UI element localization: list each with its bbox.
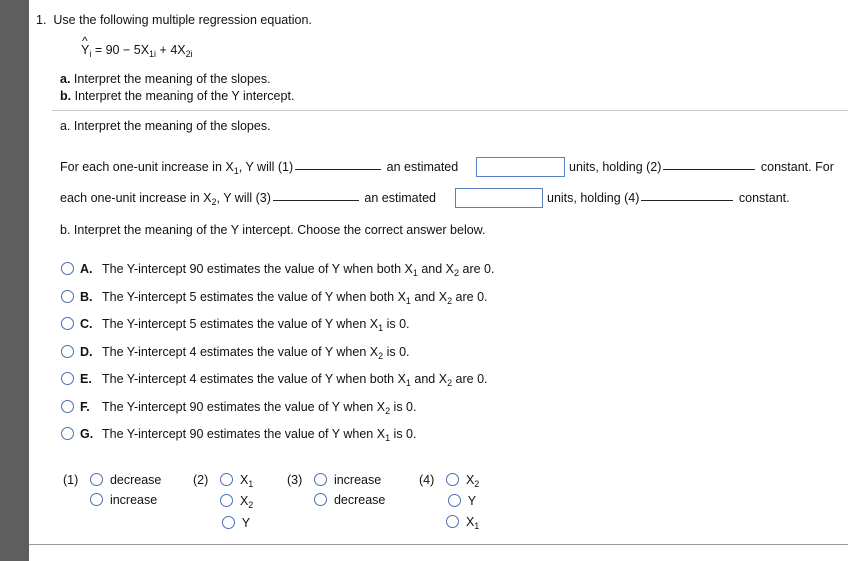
option-b-radio[interactable]	[61, 290, 74, 303]
question-header	[36, 13, 312, 27]
choice-4-text-x1: X	[465, 515, 475, 529]
question-panel	[29, 0, 848, 561]
bottom-divider	[29, 544, 848, 545]
choice-4-text-x2: X	[465, 473, 475, 487]
option-sub: 2	[447, 378, 453, 388]
choice-2-radio-x2[interactable]	[220, 494, 233, 507]
option-a[interactable]	[61, 262, 494, 276]
option-sub: 1	[378, 323, 384, 333]
option-text: The Y-intercept 90 estimates the value of Y when X	[102, 427, 386, 441]
line2-constant: constant.	[738, 191, 790, 205]
choice-4-radio-x2[interactable]	[446, 473, 459, 486]
option-text: are 0.	[459, 262, 495, 276]
option-sub: 2	[385, 406, 391, 416]
equation-yhat-sub: i	[89, 49, 92, 59]
option-f-radio[interactable]	[61, 400, 74, 413]
option-text: The Y-intercept 4 estimates the value of Y when X	[102, 345, 379, 359]
choice-3-text-increase: increase	[333, 473, 382, 487]
option-text: The Y-intercept 5 estimates the value of Y when X	[102, 317, 379, 331]
equation-yhat: ^ Y	[81, 43, 89, 57]
option-sub: 1	[405, 378, 411, 388]
choice-1-radio-increase[interactable]	[90, 493, 103, 506]
option-letter: G.	[80, 427, 94, 441]
dropdown-3-blank[interactable]	[273, 200, 359, 201]
option-text: The Y-intercept 4 estimates the value of Y when both X	[102, 372, 406, 386]
choice-1-opt-decrease[interactable]	[90, 473, 161, 487]
option-text: The Y-intercept 90 estimates the value of Y when both X	[102, 262, 413, 276]
choice-4-radio-x1[interactable]	[446, 515, 459, 528]
option-text: and X	[410, 372, 448, 386]
line2-pre: each one-unit increase in X	[60, 191, 212, 205]
choice-4-label: (4)	[419, 473, 435, 487]
line2-sub: 2	[211, 197, 217, 207]
option-text: The Y-intercept 90 estimates the value of Y when X	[102, 400, 386, 414]
choice-sub: 2	[248, 500, 254, 510]
option-g[interactable]	[61, 427, 416, 441]
choice-3-label: (3)	[287, 473, 303, 487]
choice-2-opt-y[interactable]	[222, 516, 250, 530]
option-letter: B.	[80, 290, 93, 304]
option-e[interactable]	[61, 372, 488, 386]
line1-constant: constant. For	[760, 160, 834, 174]
regression-equation	[81, 43, 193, 57]
option-sub: 2	[454, 268, 460, 278]
option-text: is 0.	[390, 427, 417, 441]
choice-4-text-y: Y	[467, 494, 477, 508]
option-text: and X	[417, 262, 455, 276]
choice-3-radio-decrease[interactable]	[314, 493, 327, 506]
choice-3-radio-increase[interactable]	[314, 473, 327, 486]
option-text: and X	[410, 290, 448, 304]
option-a-radio[interactable]	[61, 262, 74, 275]
part-a-label: a.	[60, 72, 71, 86]
choice-3-opt-decrease[interactable]	[314, 493, 385, 507]
choice-2-radio-y[interactable]	[222, 516, 235, 529]
choice-1-text-increase: increase	[109, 493, 158, 507]
option-text: is 0.	[383, 317, 410, 331]
choice-sub: 1	[248, 479, 254, 489]
choice-1-opt-increase[interactable]	[90, 493, 157, 507]
option-sub: 2	[447, 296, 453, 306]
choice-4-opt-x2[interactable]	[446, 473, 479, 487]
slope-sentence-line-1-cont	[569, 160, 834, 174]
slope-sentence-line-2-cont	[547, 191, 790, 205]
line1-units: units, holding (2)	[569, 160, 662, 174]
choice-4-opt-y[interactable]	[448, 494, 476, 508]
option-d[interactable]	[61, 345, 410, 359]
part-b-text: Interpret the meaning of the Y intercept.	[74, 89, 295, 103]
section-divider	[52, 110, 848, 111]
question-prompt: Use the following multiple regression equation.	[53, 13, 312, 27]
section-b-heading-text: b. Interpret the meaning of the Y intercept. Choose the correct answer below.	[60, 223, 486, 237]
choice-2-radio-x1[interactable]	[220, 473, 233, 486]
choice-1-radio-decrease[interactable]	[90, 473, 103, 486]
input-slope-1[interactable]	[476, 157, 565, 177]
choice-2-text-y: Y	[241, 516, 251, 530]
option-letter: C.	[80, 317, 93, 331]
choice-4-opt-x1[interactable]	[446, 515, 479, 529]
equation-x2-sub: 2i	[185, 49, 193, 59]
choice-3-opt-increase[interactable]	[314, 473, 381, 487]
left-sidebar-bar	[0, 0, 29, 561]
choice-sub: 1	[474, 521, 480, 531]
option-letter: E.	[80, 372, 92, 386]
line2-estimated: an estimated	[364, 191, 436, 205]
equation-x1-sub: 1i	[149, 49, 157, 59]
option-c-radio[interactable]	[61, 317, 74, 330]
option-sub: 2	[378, 351, 384, 361]
choice-2-label: (2)	[193, 473, 209, 487]
equation-part-1: = 90 − 5X	[94, 43, 150, 57]
option-sub: 1	[385, 433, 391, 443]
choice-2-text-x2: X	[239, 494, 249, 508]
section-b-heading	[60, 223, 485, 237]
option-sub: 1	[405, 296, 411, 306]
input-slope-2[interactable]	[455, 188, 543, 208]
choice-2-text-x1: X	[239, 473, 249, 487]
option-e-radio[interactable]	[61, 372, 74, 385]
dropdown-1-blank[interactable]	[295, 169, 381, 170]
option-text: are 0.	[452, 290, 488, 304]
option-c[interactable]	[61, 317, 410, 331]
dropdown-2-blank[interactable]	[663, 169, 755, 170]
slope-sentence-line-2	[60, 191, 436, 205]
part-a-instruction	[60, 72, 271, 86]
choice-sub: 2	[474, 479, 480, 489]
part-b-instruction	[60, 89, 294, 103]
slope-sentence-line-1	[60, 160, 458, 174]
option-f[interactable]	[61, 400, 416, 414]
choice-2-opt-x2[interactable]	[220, 494, 253, 508]
line2-units: units, holding (4)	[547, 191, 640, 205]
line2-mid: , Y will (3)	[216, 191, 271, 205]
section-a-heading: a. Interpret the meaning of the slopes.	[60, 119, 271, 133]
equation-part-2: + 4X	[159, 43, 186, 57]
option-sub: 1	[412, 268, 418, 278]
part-b-label: b.	[60, 89, 72, 103]
line1-sub: 1	[233, 166, 239, 176]
option-letter: D.	[80, 345, 93, 359]
option-g-radio[interactable]	[61, 427, 74, 440]
line1-mid: , Y will (1)	[238, 160, 294, 174]
option-b[interactable]	[61, 290, 488, 304]
line1-pre: For each one-unit increase in X	[60, 160, 234, 174]
dropdown-4-blank[interactable]	[641, 200, 733, 201]
question-number: 1.	[36, 13, 47, 27]
choice-2-opt-x1[interactable]	[220, 473, 253, 487]
option-letter: F.	[80, 400, 90, 414]
part-a-text: Interpret the meaning of the slopes.	[73, 72, 271, 86]
choice-3-text-decrease: decrease	[333, 493, 386, 507]
choice-4-radio-y[interactable]	[448, 494, 461, 507]
option-text: is 0.	[383, 345, 410, 359]
option-text: The Y-intercept 5 estimates the value of Y when both X	[102, 290, 406, 304]
option-text: is 0.	[390, 400, 417, 414]
choice-1-text-decrease: decrease	[109, 473, 162, 487]
line1-estimated: an estimated	[386, 160, 459, 174]
option-text: are 0.	[452, 372, 488, 386]
option-d-radio[interactable]	[61, 345, 74, 358]
option-letter: A.	[80, 262, 93, 276]
choice-1-label: (1)	[63, 473, 79, 487]
